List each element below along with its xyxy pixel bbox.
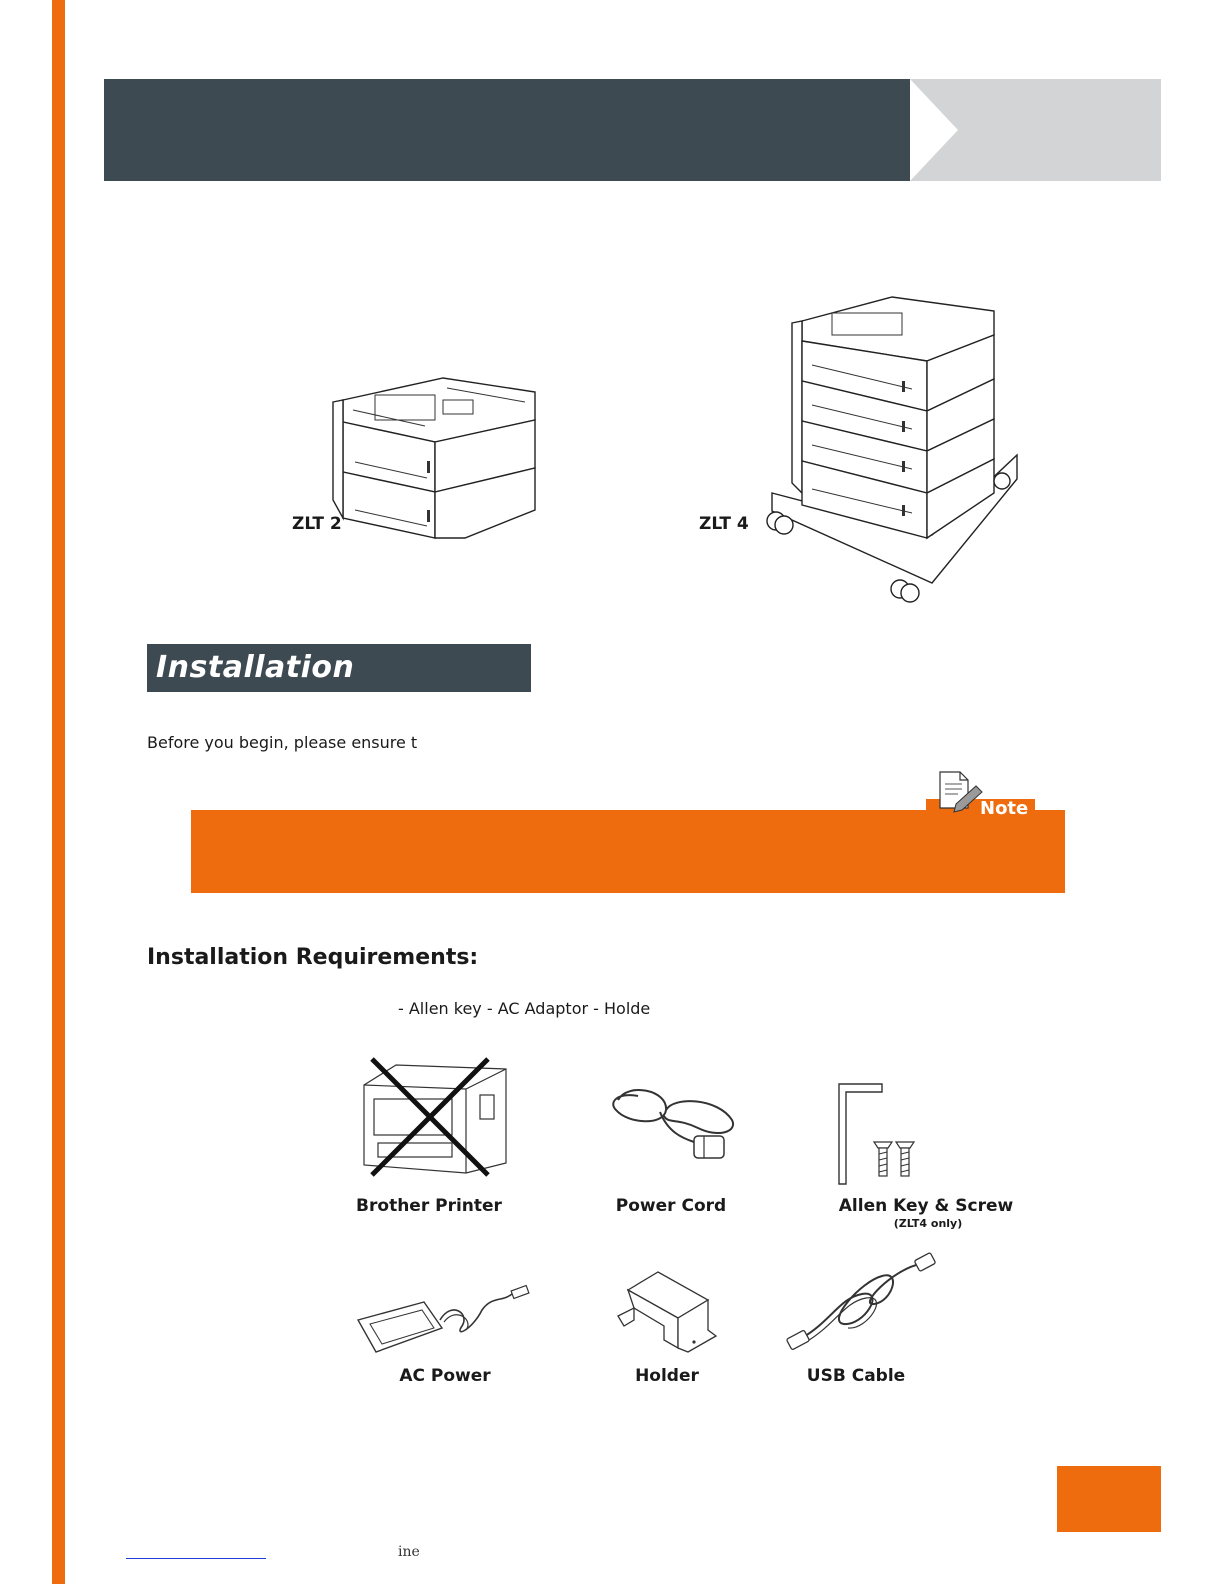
intro-text: Before you begin, please ensure t [147, 733, 418, 752]
header-arrow-panel [910, 79, 1161, 181]
left-accent-bar [52, 0, 65, 1584]
ac-adaptor-icon [352, 1280, 534, 1360]
zlt4-tray-illustration [762, 283, 1022, 613]
item-label-printer: Brother Printer [356, 1196, 502, 1216]
footer-link-underline[interactable] [126, 1558, 266, 1559]
note-label: Note [980, 798, 1029, 819]
requirements-title: Installation Requirements: [147, 945, 479, 970]
zlt2-label: ZLT 2 [292, 514, 342, 534]
item-sub-allen-key: (ZLT4 only) [893, 1217, 963, 1230]
note-pencil-icon [936, 768, 984, 814]
item-label-usb-cable: USB Cable [806, 1366, 906, 1386]
zlt4-label: ZLT 4 [699, 514, 749, 534]
item-label-holder: Holder [635, 1366, 699, 1386]
allen-key-icon [834, 1082, 924, 1187]
item-label-ac-power: AC Power [399, 1366, 491, 1386]
printer-icon [356, 1055, 514, 1180]
item-label-power-cord: Power Cord [615, 1196, 727, 1216]
note-band [191, 810, 1065, 893]
requirements-line: - Allen key - AC Adaptor - Holde [398, 999, 651, 1018]
usb-cable-icon [782, 1250, 942, 1358]
power-cord-icon [608, 1080, 738, 1170]
zlt2-tray-illustration [325, 350, 540, 545]
footer-text: ine [398, 1544, 420, 1560]
holder-icon [614, 1268, 722, 1360]
header-band [104, 79, 910, 181]
section-heading: Installation Sequence [147, 644, 531, 692]
page-corner-block [1057, 1466, 1161, 1532]
item-label-allen-key: Allen Key & Screw [838, 1196, 1014, 1216]
